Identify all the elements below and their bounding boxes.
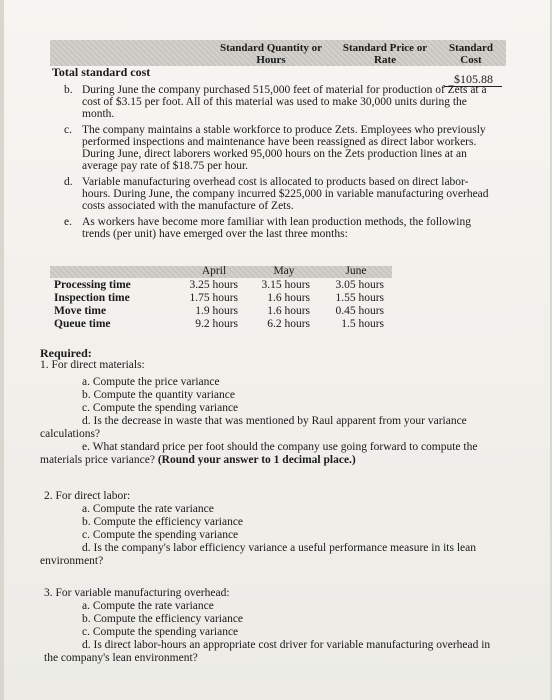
row-value: 1.75 hours — [189, 292, 238, 304]
sub-question: d. Is the decrease in waste that was mentioned by Raul apparent from your variance — [82, 415, 467, 427]
row-value: 3.25 hours — [189, 279, 238, 291]
sub-question-cont: the company's lean environment? — [44, 652, 198, 664]
row-value: 9.2 hours — [195, 318, 238, 330]
row-value: 1.5 hours — [341, 318, 384, 330]
sub-question-text: materials price variance? — [40, 454, 158, 466]
total-standard-cost-label: Total standard cost — [52, 65, 151, 79]
row-value: 0.45 hours — [335, 305, 384, 317]
item-line: month. — [82, 108, 115, 120]
required-heading: Required: — [40, 346, 92, 360]
row-value: 1.9 hours — [195, 305, 238, 317]
item-letter: b. — [64, 84, 73, 96]
item-letter: c. — [64, 124, 72, 136]
question-title: 3. For variable manufacturing overhead: — [44, 587, 230, 599]
row-label: Inspection time — [54, 292, 130, 304]
sub-question: c. Compute the spending variance — [82, 402, 239, 414]
sub-question-cont: environment? — [40, 555, 104, 567]
sub-question: a. Compute the price variance — [82, 376, 220, 388]
sub-question: c. Compute the spending variance — [82, 529, 239, 541]
header-standard-cost: Standard Cost — [448, 42, 494, 66]
sub-question: e. What standard price per foot should the company use going forward to compute the — [82, 441, 478, 453]
sub-question: d. Is direct labor-hours an appropriate cost driver for variable manufacturing overhead in — [82, 639, 491, 651]
question-title: 2. For direct labor: — [44, 490, 131, 502]
document-page — [4, 0, 550, 700]
sub-question: c. Compute the spending variance — [82, 626, 239, 638]
sub-question: b. Compute the efficiency variance — [82, 613, 244, 625]
row-value: 1.6 hours — [267, 292, 310, 304]
item-line: As workers have become more familiar with lean production methods, the following — [82, 216, 471, 228]
header-standard-quantity: Standard Quantity or Hours — [219, 42, 323, 66]
item-letter: d. — [64, 176, 73, 188]
row-value: 1.6 hours — [267, 305, 310, 317]
header-standard-price: Standard Price or Rate — [342, 42, 428, 66]
row-label: Move time — [54, 305, 107, 317]
item-line: During June, direct laborers worked 95,000 hours on the Zets production lines at an — [82, 148, 467, 160]
row-label: Processing time — [54, 279, 131, 291]
sub-question-cont — [40, 454, 356, 466]
row-value: 3.15 hours — [261, 279, 310, 291]
item-line: trends (per unit) have emerged over the last three months: — [82, 228, 348, 240]
item-line: performed inspections and maintenance have been reassigned as direct labor workers. — [82, 136, 477, 148]
sub-question: a. Compute the rate variance — [82, 503, 214, 515]
sub-question-cont: calculations? — [40, 428, 101, 440]
sub-question: b. Compute the efficiency variance — [82, 516, 244, 528]
total-standard-cost-value: $105.88 — [454, 72, 493, 86]
col-june: June — [345, 265, 367, 277]
item-line: hours. During June, the company incurred $225,000 in variable manufacturing overhead — [82, 188, 489, 200]
col-may: May — [273, 265, 295, 277]
sub-question: b. Compute the quantity variance — [82, 389, 235, 401]
item-line: costs associated with the manufacture of Zets. — [82, 200, 294, 212]
row-value: 1.55 hours — [335, 292, 384, 304]
item-line: Variable manufacturing overhead cost is allocated to products based on direct labor- — [82, 176, 469, 188]
item-letter: e. — [64, 216, 72, 228]
col-april: April — [201, 265, 227, 277]
row-label: Queue time — [54, 318, 111, 330]
rounding-instruction: (Round your answer to 1 decimal place.) — [157, 454, 356, 466]
item-line: cost of $3.15 per foot. All of this material was used to make 30,000 units during the — [82, 96, 467, 108]
item-line: The company maintains a stable workforce to produce Zets. Employees who previously — [82, 124, 486, 136]
row-value: 6.2 hours — [267, 318, 310, 330]
sub-question: a. Compute the rate variance — [82, 600, 214, 612]
question-title: 1. For direct materials: — [40, 359, 145, 371]
item-line: During June the company purchased 515,000 feet of material for production of Zets at a — [82, 84, 487, 96]
sub-question: d. Is the company's labor efficiency variance a useful performance measure in its lean — [82, 542, 476, 554]
item-line: average pay rate of $18.75 per hour. — [82, 160, 249, 172]
row-value: 3.05 hours — [335, 279, 384, 291]
